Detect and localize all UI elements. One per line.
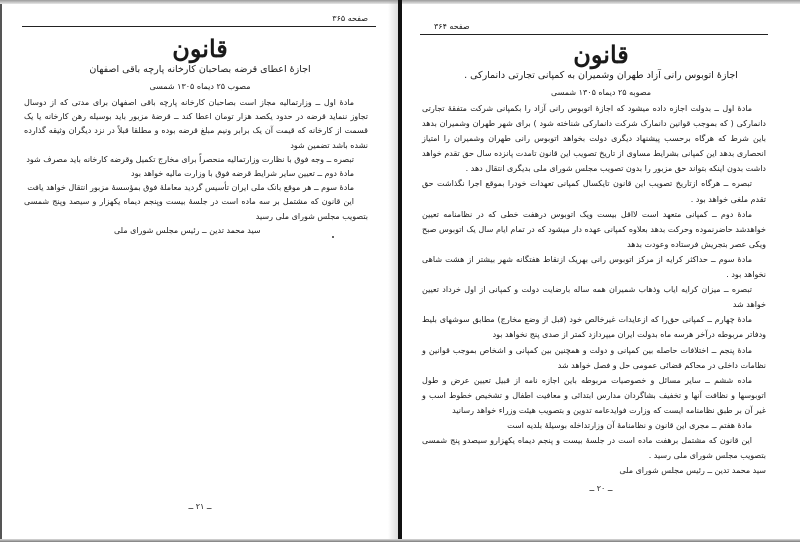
law-subtitle: اجازهٔ اعطای قرضه بصاحبان کارخانه پارچه باقی اصفهان: [89, 64, 311, 75]
page-label: صفحه ۳۶۵: [332, 14, 368, 23]
article-7: مادهٔ هفتم ــ مجری این قانون و نظامنامهٔ آن وزارتداخله بوسیلهٔ بلدیه است: [507, 420, 752, 430]
page-label: صفحه ۳۶۴: [434, 22, 470, 31]
article-3: مادهٔ سوم ــ حداکثر کرایه از مرکز اتوبوس رانی بهریک ازنقاط هفتگانه شهر بیشتر از هشت شاهی نخواهد بود .: [422, 254, 766, 280]
ratification-statement: این قانون که مشتمل برهفت ماده است در جلسهٔ بیست و پنجم دیماه یکهزارو سیصدو پنج شمسی بتصویب مجلس شورای ملی رسید .: [422, 436, 766, 461]
footer-page-number: ــ ۲۱ ــ: [188, 502, 212, 511]
note: تبصره ــ وجه فوق با نظارت وزارتمالیه منحصراً برای مخارج تکمیل وقرضه کارخانه باید مصرف شود: [26, 154, 354, 164]
footer-page-number: ــ ۲۰ ــ: [589, 484, 613, 493]
note-1: تبصره ــ هرگاه ازتاریخ تصویب این قانون تایکسال کمپانی تعهدات خودرا بموقع اجرا نگذاشت حق تقدم ملغی خواهد بود .: [422, 179, 766, 204]
law-body: [422, 101, 766, 478]
article-1: مادهٔ اول ــ بدولت اجازه داده میشود که اجازهٔ اتوبوس رانی آزاد را بکمپانی شرکت متفقهٔ تجارتی دانمارکی ( که بموجب قوانین دانمارک شرکت دانمارکی شناخته شود ) برای شهر طهران وشمیران بدهد باین شرط که هرگاه برحسب پیشنهاد دیگری دولت بخواهد اتوبوس رانی طهران وشمیران را امتیاز انحصاری بدهد این کمپانی بشرایط مساوی از تاریخ تصویب این قانون تامدت پانزده سال حق تقدم خواهد داشت بدون اینکه بتواند حق مزبور را بدون تصویب مجلس شورای ملی بدیگری انتقال دهد .: [422, 104, 766, 174]
right-page: [402, 4, 800, 539]
law-body: [24, 96, 368, 238]
signature: سید محمد تدین ــ رئیس مجلس شورای ملی: [619, 466, 766, 476]
article-2: مادهٔ دوم ــ تعیین سایر شرایط قرضه فوق با وزارت مالیه خواهد بود: [131, 169, 354, 179]
signature: سید محمد تدین ــ رئیس مجلس شورای ملی: [114, 225, 261, 235]
article-4: مادهٔ چهارم ــ کمپانی حق‌را که ازعایدات غیرخالص خود (قبل از وضع مخارج) مطابق سوشهای بلیط ودفاتر مربوطه درآخر هرسه ماه بدولت ایران میپردازد کمتر از صدی پنج نخواهد بود: [422, 315, 766, 340]
header-rule: [420, 34, 768, 35]
article-1: مادهٔ اول ــ وزارتمالیه مجاز است بصاحبان کارخانه پارچه باقی اصفهان برای مدتی که از دوسال تجاوز ننماید قرضه در حدود یکصد هزار تومان اعطا کند ــ قرضهٔ مزبور باید بوسیله رهن کارخانه یا یک قسمت از کارخانه که قیمت آن یک برابر ونیم مبلغ قرضه بوده و مطلقا قبلاً در نزد دیگران وثیقه گذارده نشده باشد تضمین شود: [24, 98, 368, 150]
article-3: مادهٔ سوم ــ هر موقع بانک ملی ایران تأسیس گردید معاملهٔ فوق بمؤسسهٔ مزبور انتقال خواهد یافت: [27, 183, 354, 193]
scan-speck: [332, 236, 334, 238]
left-page: [0, 4, 398, 539]
law-title: قانون: [573, 40, 629, 69]
gutter-shadow: [388, 0, 398, 542]
note-2: تبصره ــ میزان کرایه ایاب وذهاب شمیران همه ساله بارضایت دولت و کمپانی از اول خرداد تعیین خواهد شد: [422, 285, 766, 310]
ratification-statement: این قانون که مشتمل بر سه ماده است در جلسهٔ بیست وپنجم دیماه یکهزار و سیصد وپنج شمسی بتصویب مجلس شورای ملی رسید: [24, 197, 368, 221]
approval-date: مصوب ۲۵ دیماه ۱۳۰۵ شمسی: [149, 82, 251, 91]
law-subtitle: اجازهٔ اتوبوس رانی آزاد طهران وشمیران به کمپانی تجارتی دانمارکی .: [464, 70, 738, 81]
article-6: ماده ششم ــ سایر مسائل و خصوصیات مربوطه باین اجازه نامه از قبیل تعیین عرض و طول اتوبوسها و نظافت آنها و تخفیف بشاگردان مدارس ابتدائی و معافیت اطفال و تشخیص خطوط اسب و غیر آن بر طبق نظامنامه ایست که وزارت فوایدعامه تدوین و بتصویب هیئت وزراء خواهد رسانید: [422, 375, 766, 415]
header-rule: [22, 26, 376, 27]
approval-date: مصوبه ۲۵ دیماه ۱۳۰۵ شمسی: [550, 88, 652, 97]
law-title: قانون: [172, 34, 228, 63]
article-5: مادهٔ پنجم ــ اختلافات حاصله بین کمپانی و دولت و همچنین بین کمپانی و اشخاص بموجب قوانین و نظامات داخلی در محاکم قضائی عمومی حل و فصل خواهد شد: [422, 345, 766, 370]
article-2: مادهٔ دوم ــ کمپانی متعهد است لااقل بیست ویک اتوبوس درهفت خطی که در نظامنامه تعیین خواهدشد حاضرنموده وحرکت بدهد بعلاوه کمپانی عهده دار میشود که در تمام ایام سال یک اتوبوس صبح ویکی عصر بتجریش فرستاده وعودت بدهد: [422, 209, 766, 249]
